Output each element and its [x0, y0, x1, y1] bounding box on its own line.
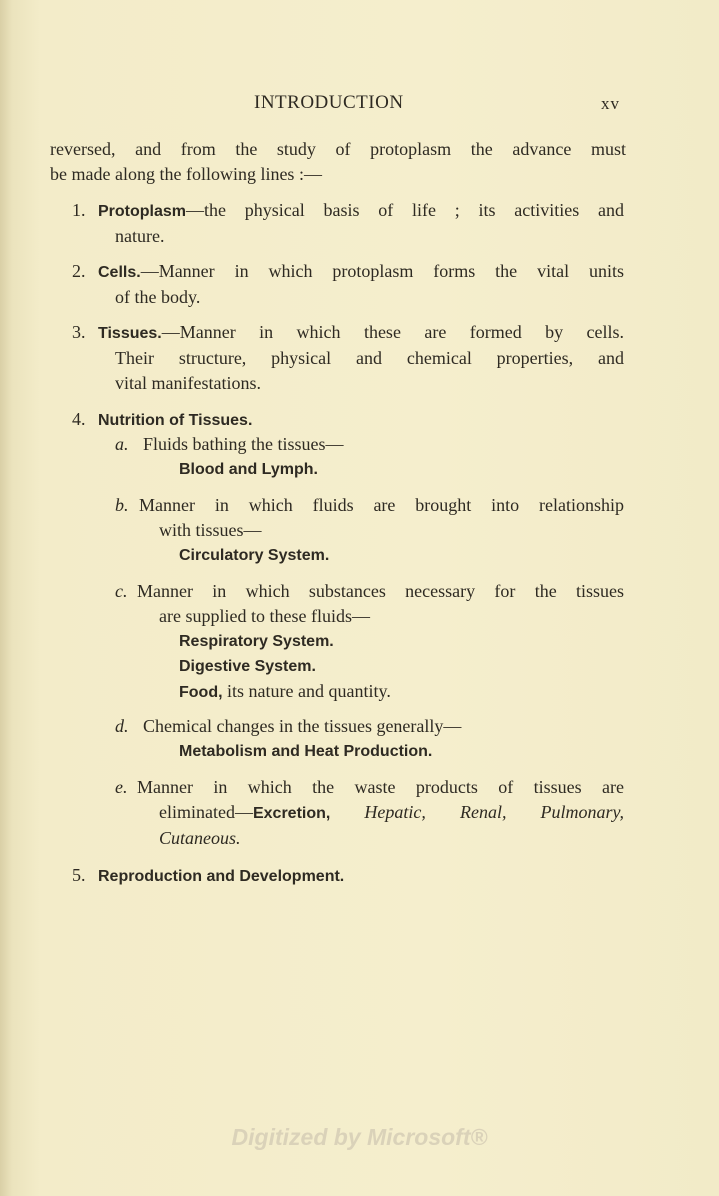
sub-d-heading: Metabolism and Heat Production.: [179, 743, 433, 760]
item-1-line-1: [98, 198, 624, 224]
item-term: Tissues.: [98, 325, 162, 342]
intro-paragraph: [50, 137, 626, 187]
sub-c-text-2: are supplied to these fluids—: [159, 606, 370, 626]
page-header: [0, 92, 719, 116]
list-item-5: [72, 863, 624, 889]
sub-label: e.: [115, 777, 128, 797]
sub-e-prefix: eliminated—: [159, 802, 253, 822]
sub-e-pulmonary: Pulmonary,: [540, 802, 625, 822]
sub-item-d: [115, 714, 624, 764]
list-item-2: [72, 259, 624, 310]
item-text: —Manner in which protoplasm forms the vital units: [140, 261, 624, 281]
item-term: Protoplasm: [98, 203, 187, 220]
sub-b-heading: Circulatory System.: [179, 547, 330, 564]
sub-e-hepatic: Hepatic,: [364, 802, 426, 822]
item-term: Cells.: [98, 264, 141, 281]
page-number: xv: [601, 94, 620, 113]
item-number: 2.: [72, 261, 86, 281]
item-number: 1.: [72, 200, 86, 220]
sub-item-b: [115, 493, 624, 568]
digitization-watermark: Digitized by Microsoft®: [231, 1124, 488, 1150]
sub-item-a: [115, 432, 624, 482]
item-3-line-2: Their structure, physical and chemical properties, and: [115, 348, 624, 368]
list-item-3: [72, 320, 624, 396]
sub-c-heading-3: Food,: [179, 684, 223, 701]
sub-e-text-3: Cutaneous.: [159, 828, 241, 848]
item-2-line-2: of the body.: [115, 287, 201, 307]
item-number: 4.: [72, 409, 86, 429]
sub-e-renal: Renal,: [459, 802, 507, 822]
sub-label: d.: [115, 716, 129, 736]
sub-c-food-text: its nature and quantity.: [222, 681, 391, 701]
item-term: Reproduction and Development.: [98, 868, 345, 885]
sub-b-text-2: with tissues—: [159, 520, 262, 540]
list-item-1: [72, 198, 624, 249]
sub-item-c: [115, 579, 624, 705]
item-text: —Manner in which these are formed by cells.: [161, 322, 624, 342]
sub-b-text-1: Manner in which fluids are brought into relationship: [139, 495, 624, 515]
sub-e-text-1: Manner in which the waste products of tissues are: [137, 777, 624, 797]
item-number: 3.: [72, 322, 86, 342]
intro-line-2: be made along the following lines :—: [50, 164, 322, 184]
sub-c-heading-2: Digestive System.: [179, 658, 316, 675]
sub-label: a.: [115, 434, 129, 454]
sub-d-text: Chemical changes in the tissues generally—: [143, 716, 462, 736]
running-head: INTRODUCTION: [254, 92, 404, 113]
item-text: —the physical basis of life ; its activities and: [186, 200, 624, 220]
item-3-line-3: vital manifestations.: [115, 373, 261, 393]
item-number: 5.: [72, 865, 86, 885]
sub-a-heading: Blood and Lymph.: [179, 461, 318, 478]
sub-c-heading-1: Respiratory System.: [179, 633, 334, 650]
list-item-4: [72, 407, 624, 433]
sub-c-text-1: Manner in which substances necessary for the tissues: [137, 581, 624, 601]
sub-item-e: [115, 775, 624, 851]
sub-e-text-2: [159, 800, 624, 826]
sub-c-line-5: [179, 679, 624, 705]
sub-label: c.: [115, 581, 128, 601]
intro-line-1: reversed, and from the study of protoplasm the advance must: [50, 139, 626, 159]
sub-e-heading: Excretion,: [252, 805, 331, 822]
sub-label: b.: [115, 495, 129, 515]
item-1-line-2: nature.: [115, 226, 165, 246]
item-2-line-1: [98, 259, 624, 285]
item-3-line-1: [98, 320, 624, 346]
sub-a-text: Fluids bathing the tissues—: [143, 434, 344, 454]
item-term: Nutrition of Tissues.: [98, 412, 253, 429]
